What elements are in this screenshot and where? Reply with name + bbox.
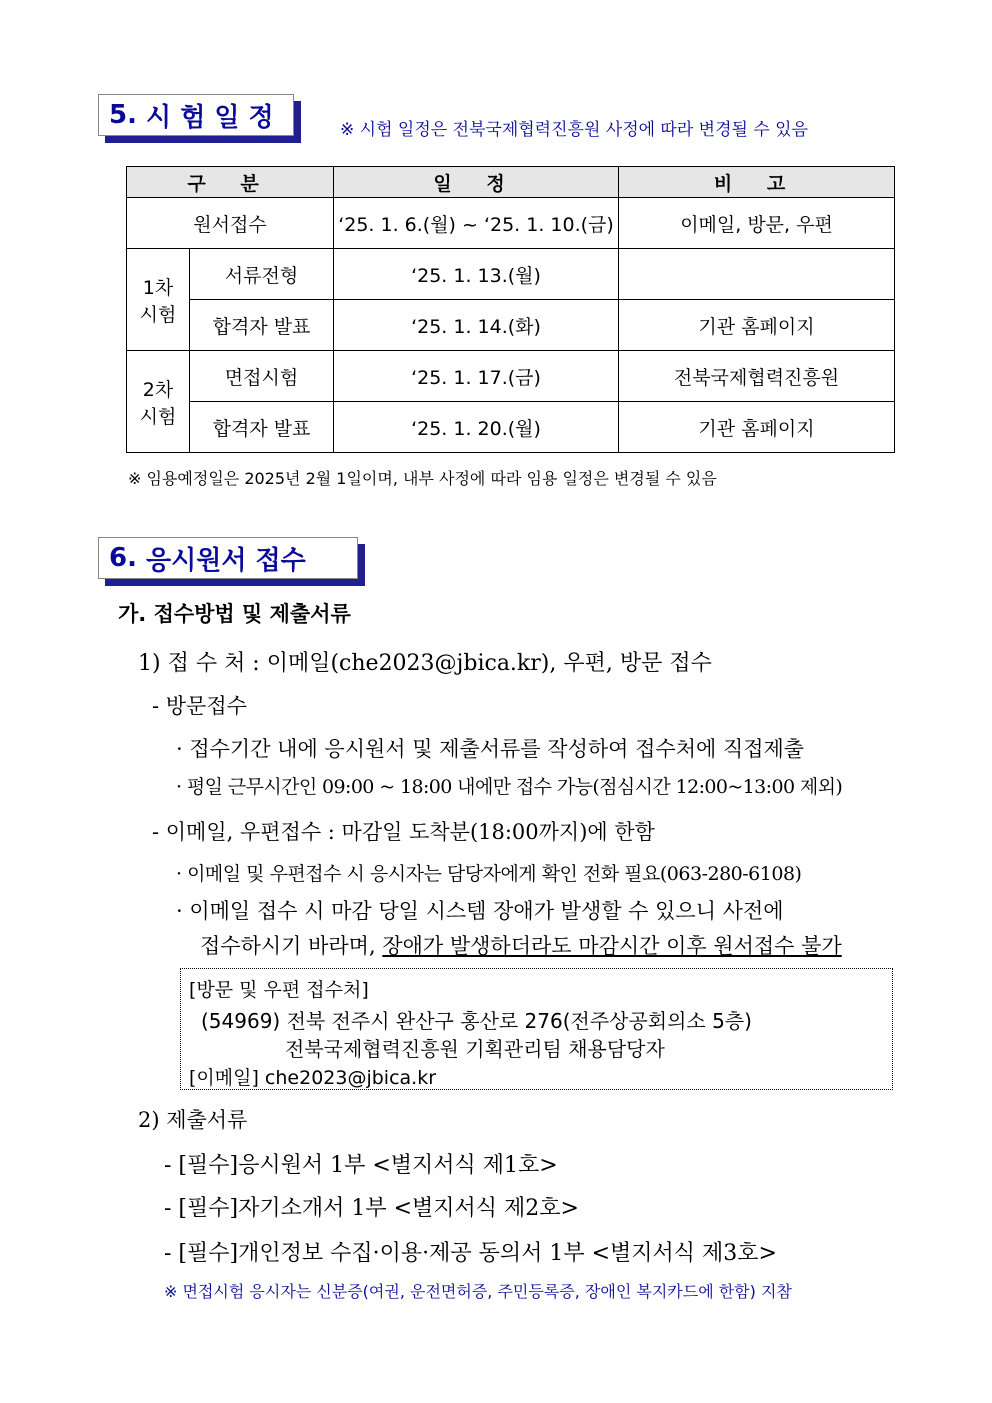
table-row xyxy=(127,249,895,300)
section5-footnote: ※ 임용예정일은 2025년 2월 1일이며, 내부 사정에 따라 임용 일정은 변경될 수 있음 xyxy=(128,469,717,488)
email-title: - 이메일, 우편접수 : 마감일 도착분(18:00까지)에 한함 xyxy=(152,820,655,844)
group1-row2-remark: 기관 홈페이지 xyxy=(619,300,895,351)
section6-number: 6. xyxy=(109,543,137,573)
group1-row1-date: ‘25. 1. 13.(월) xyxy=(334,249,619,300)
group2-label-line1: 2차 xyxy=(142,378,174,401)
section5-title: 시 험 일 정 xyxy=(146,102,274,133)
table-row xyxy=(127,402,895,453)
email-continued-text: 접수하시기 바라며, xyxy=(200,934,383,958)
group2-label xyxy=(127,351,190,453)
section6-title: 응시원서 접수 xyxy=(146,545,306,576)
address-line2: 전북국제협력진흥원 기획관리팀 채용담당자 xyxy=(285,1037,665,1061)
header-schedule: 일 정 xyxy=(334,167,619,198)
group2-row1-date: ‘25. 1. 17.(금) xyxy=(334,351,619,402)
email-bullet-2: · 이메일 접수 시 마감 당일 시스템 장애가 발생할 수 있으니 사전에 xyxy=(176,899,784,923)
email-bullet-2-continued xyxy=(200,930,842,960)
group2-row1-remark: 전북국제협력진흥원 xyxy=(619,351,895,402)
section5-note: ※ 시험 일정은 전북국제협력진흥원 사정에 따라 변경될 수 있음 xyxy=(340,120,809,140)
schedule-table xyxy=(126,166,895,453)
table-row xyxy=(127,300,895,351)
group2-row1-label: 면접시험 xyxy=(190,351,334,402)
visit-title: - 방문접수 xyxy=(152,694,247,718)
row-application-date: ‘25. 1. 6.(월) ~ ‘25. 1. 10.(금) xyxy=(334,198,619,249)
table-header-row xyxy=(127,167,895,198)
email-bullet-1: · 이메일 및 우편접수 시 응시자는 담당자에게 확인 전화 필요(063-280-6108) xyxy=(176,863,802,885)
group2-label-line2: 시험 xyxy=(139,405,177,428)
group1-label-line1: 1차 xyxy=(142,276,174,299)
document-item: - [필수]개인정보 수집·이용·제공 동의서 1부 <별지서식 제3호> xyxy=(164,1241,777,1266)
address-line1: (54969) 전북 전주시 완산구 홍산로 276(전주상공회의소 5층) xyxy=(201,1009,752,1033)
address-box xyxy=(180,968,893,1090)
row-application-label: 원서접수 xyxy=(127,198,334,249)
document-item: - [필수]자기소개서 1부 <별지서식 제2호> xyxy=(164,1196,579,1221)
group1-row2-label: 합격자 발표 xyxy=(190,300,334,351)
section5-number: 5. xyxy=(109,100,137,130)
header-remark: 비 고 xyxy=(619,167,895,198)
group1-row1-label: 서류전형 xyxy=(190,249,334,300)
address-heading: [방문 및 우편 접수처] xyxy=(189,979,369,1001)
item2-documents: 2) 제출서류 xyxy=(138,1108,248,1132)
final-note: ※ 면접시험 응시자는 신분증(여권, 운전면허증, 주민등록증, 장애인 복지카드에 한함) 지참 xyxy=(164,1282,792,1301)
group1-label xyxy=(127,249,190,351)
table-row xyxy=(127,351,895,402)
header-category: 구 분 xyxy=(127,167,334,198)
email-warning-underlined: 장애가 발생하더라도 마감시간 이후 원서접수 불가 xyxy=(382,934,842,958)
group1-row2-date: ‘25. 1. 14.(화) xyxy=(334,300,619,351)
group2-row2-remark: 기관 홈페이지 xyxy=(619,402,895,453)
address-email: [이메일] che2023@jbica.kr xyxy=(189,1067,437,1089)
section5-heading xyxy=(98,94,294,136)
row-application-remark: 이메일, 방문, 우편 xyxy=(619,198,895,249)
visit-bullet-2: · 평일 근무시간인 09:00 ~ 18:00 내에만 접수 가능(점심시간 12:00~13:00 제외) xyxy=(176,776,843,798)
group2-row2-date: ‘25. 1. 20.(월) xyxy=(334,402,619,453)
group2-row2-label: 합격자 발표 xyxy=(190,402,334,453)
visit-bullet-1: · 접수기간 내에 응시원서 및 제출서류를 작성하여 접수처에 직접제출 xyxy=(176,737,805,761)
item1-reception: 1) 접 수 처 : 이메일(che2023@jbica.kr), 우편, 방문 접수 xyxy=(138,651,712,676)
group1-label-line2: 시험 xyxy=(139,303,177,326)
document-item: - [필수]응시원서 1부 <별지서식 제1호> xyxy=(164,1153,558,1178)
sub-heading-a: 가. 접수방법 및 제출서류 xyxy=(118,602,351,626)
group1-row1-remark xyxy=(619,249,895,300)
section6-heading xyxy=(98,537,358,579)
table-row xyxy=(127,198,895,249)
